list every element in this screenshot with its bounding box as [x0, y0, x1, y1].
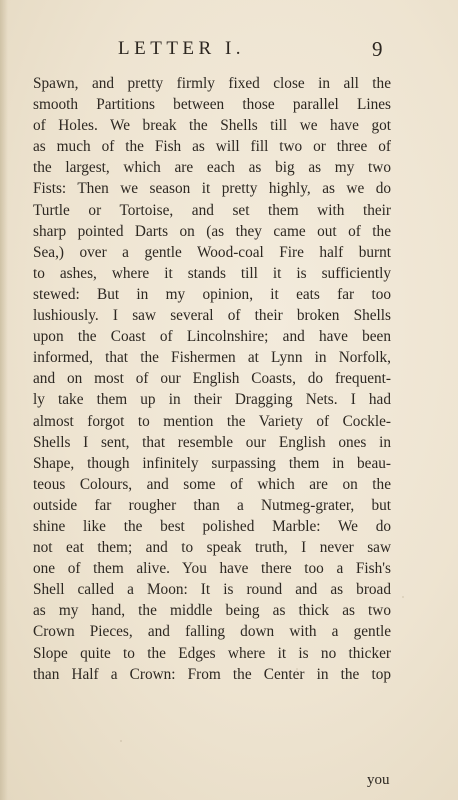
text-line: Shape, though infinitely surpassing them in beau-: [33, 454, 391, 472]
text-line: sharp pointed Darts on (as they came out of the: [33, 222, 391, 240]
text-line: Slope quite to the Edges where it is no thicker: [33, 644, 391, 662]
text-line: stewed: But in my opinion, it eats far too: [33, 285, 391, 303]
page-body-text: [33, 73, 391, 685]
text-line: shine like the best polished Marble: We do: [33, 517, 391, 535]
text-line: and on most of our English Coasts, do frequent-: [33, 370, 391, 388]
text-line: as much of the Fish as will fill two or three of: [33, 138, 391, 156]
text-line: the largest, which are each as big as my two: [33, 159, 391, 177]
text-line: Turtle or Tortoise, and set them with their: [33, 201, 391, 219]
text-line: Fists: Then we season it pretty highly, as we do: [33, 180, 391, 198]
text-line: Sea,) over a gentle Wood-coal Fire half burnt: [33, 243, 391, 261]
text-line: Shell called a Moon: It is round and as broad: [33, 581, 391, 599]
text-line: ly take them up in their Dragging Nets. I had: [33, 391, 391, 409]
text-line: of Holes. We break the Shells till we have got: [33, 117, 391, 135]
text-line: one of them alive. You have there too a Fish's: [33, 560, 391, 578]
catchword: you: [367, 772, 390, 788]
text-line: informed, that the Fishermen at Lynn in Norfolk,: [33, 349, 391, 367]
text-line: upon the Coast of Lincolnshire; and have been: [33, 328, 391, 346]
text-line: almost forgot to mention the Variety of Cockle-: [33, 412, 391, 430]
text-line: lushiously. I saw several of their broken Shells: [33, 307, 391, 325]
text-line: to ashes, where it stands till it is sufficiently: [33, 264, 391, 282]
paper-speck: [296, 668, 298, 670]
text-line: outside far rougher than a Nutmeg-grater, but: [33, 496, 391, 514]
text-line: Crown Pieces, and falling down with a gentle: [33, 623, 391, 641]
text-line: Spawn, and pretty firmly fixed close in all the: [33, 75, 391, 92]
text-line: not eat them; and to speak truth, I never saw: [33, 539, 391, 557]
paper-speck: [120, 740, 122, 742]
text-line: than Half a Crown: From the Center in the top: [33, 665, 391, 683]
text-line: smooth Partitions between those parallel Lines: [33, 96, 391, 114]
text-line: as my hand, the middle being as thick as two: [33, 602, 391, 620]
text-line: teous Colours, and some of which are on the: [33, 475, 391, 493]
running-title: LETTER I.: [118, 38, 246, 59]
page-gutter-shadow: [0, 0, 8, 800]
text-line: Shells I sent, that resemble our English ones in: [33, 433, 391, 451]
paper-speck: [402, 596, 404, 598]
page-number: 9: [372, 37, 383, 61]
